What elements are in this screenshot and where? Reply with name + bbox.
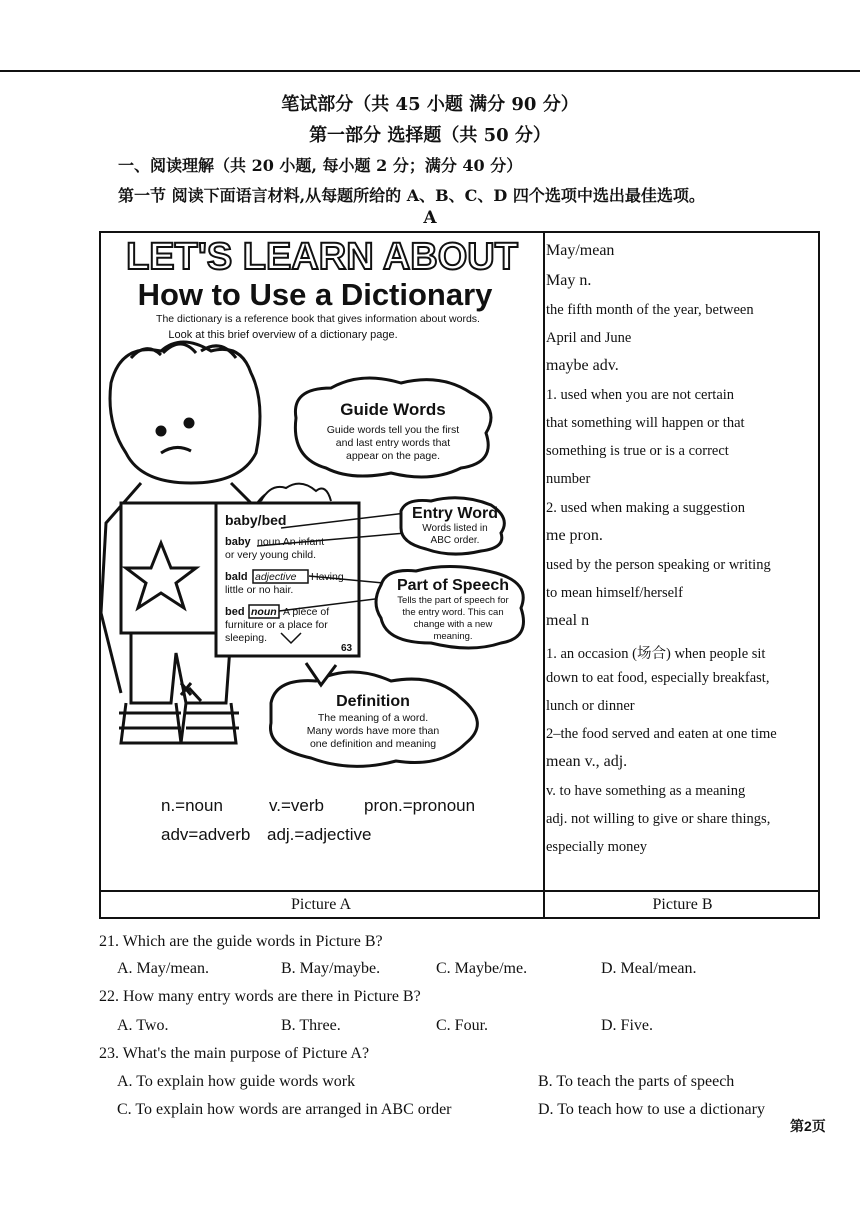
dictionary-page-sample [216, 484, 406, 656]
guide-words-bubble [295, 378, 491, 477]
definition-line: especially money [546, 839, 648, 855]
q22-option-a[interactable]: A. Two. [117, 1017, 169, 1034]
definition-bubble [271, 663, 478, 766]
definition-text-2: Many words have more than [306, 725, 440, 737]
abbr-pronoun: pron.=pronoun [364, 796, 476, 815]
q21-option-c[interactable]: C. Maybe/me. [436, 960, 528, 977]
q22-option-d[interactable]: D. Five. [601, 1017, 653, 1034]
definition-line: adj. not willing to give or share things, [546, 811, 771, 827]
definition-line: 1. used when you are not certain [546, 387, 735, 403]
abbr-verb: v.=verb [269, 796, 324, 815]
part-of-speech-title: Part of Speech [396, 577, 510, 594]
definition-line: number [546, 471, 591, 487]
guide-words-text-2: and last entry words that [335, 437, 451, 449]
sample-entry-bald-cont: little or no hair. [225, 584, 294, 596]
definition-text-1: The meaning of a word. [317, 712, 429, 724]
definition-line: down to eat food, especially breakfast, [546, 670, 770, 686]
page-number: 第2页 [790, 1118, 826, 1134]
q23-option-a[interactable]: A. To explain how guide words work [117, 1073, 356, 1090]
entry-word-text-1: Words listed in [422, 523, 488, 534]
abbr-adjective: adj.=adjective [267, 825, 372, 844]
top-rule [0, 70, 860, 72]
sample-entry-bed-cont2: sleeping. [225, 632, 268, 644]
picture-b-guide-words: May/mean [546, 242, 615, 259]
definition-line: used by the person speaking or writing [546, 557, 771, 573]
sample-entry-baby-def: noun An infant [257, 536, 325, 548]
definition-line: 1. an occasion (场合) when people sit [546, 646, 766, 662]
sample-entry-bed-cont1: furniture or a place for [225, 619, 328, 631]
part-of-speech-text-3: change with a new [413, 619, 493, 630]
question-21-stem: 21. Which are the guide words in Picture B? [99, 933, 383, 950]
part-of-speech-text-2: the entry word. This can [402, 607, 504, 618]
definition-line: April and June [546, 330, 632, 346]
entry-maybe: maybe adv. [546, 357, 619, 374]
column-divider [543, 231, 545, 919]
sample-pos-noun: noun [251, 606, 277, 618]
entry-may: May n. [546, 272, 592, 289]
exam-part-title: 笔试部分（共 45 小题 满分 90 分） [281, 94, 579, 115]
guide-words-title: Guide Words [340, 400, 446, 419]
entry-meal: meal n [546, 612, 590, 629]
sample-entry-bed-def: A piece of [283, 606, 330, 618]
entry-me: me pron. [546, 527, 603, 544]
q22-option-b[interactable]: B. Three. [281, 1017, 341, 1034]
entry-word-bubble [401, 498, 504, 554]
intro-line-2: Look at this brief overview of a dictionary page. [168, 329, 398, 341]
part-of-speech-text-4: meaning. [433, 631, 473, 642]
definition-line: that something will happen or that [546, 415, 745, 431]
abbr-noun: n.=noun [161, 796, 223, 815]
passage-letter: A [423, 208, 437, 228]
part-of-speech-text-1: Tells the part of speech for [397, 595, 509, 606]
definition-line: something is true or is a correct [546, 443, 729, 459]
definition-line: 2. used when making a suggestion [546, 500, 745, 516]
caption-picture-b: Picture B [652, 896, 713, 913]
sample-entry-baby: baby [225, 536, 251, 548]
q21-option-b[interactable]: B. May/maybe. [281, 960, 381, 977]
definition-title: Definition [336, 693, 410, 710]
caption-divider [99, 890, 820, 892]
entry-mean: mean v., adj. [546, 753, 628, 770]
definition-line: the fifth month of the year, between [546, 302, 754, 318]
definition-line: 2–the food served and eaten at one time [546, 726, 777, 742]
q23-option-c[interactable]: C. To explain how words are arranged in ABC order [117, 1101, 452, 1118]
entry-word-title: Entry Word [412, 505, 498, 522]
reading-heading: 一、阅读理解（共 20 小题, 每小题 2 分；满分 40 分） [118, 156, 523, 175]
sample-entry-bed: bed [225, 606, 245, 618]
q23-option-b[interactable]: B. To teach the parts of speech [538, 1073, 735, 1090]
abbreviations [161, 796, 475, 844]
abbr-adverb: adv=adverb [161, 825, 251, 844]
definition-line: to mean himself/herself [546, 585, 683, 601]
q21-option-a[interactable]: A. May/mean. [117, 960, 209, 977]
definition-text-3: one definition and meaning [309, 738, 437, 750]
picture-a-illustration [101, 233, 543, 890]
q22-option-c[interactable]: C. Four. [436, 1017, 489, 1034]
definition-line: lunch or dinner [546, 698, 635, 714]
caption-picture-a: Picture A [291, 896, 351, 913]
sample-entry-bald: bald [225, 571, 248, 583]
question-22-stem: 22. How many entry words are there in Picture B? [99, 988, 421, 1005]
intro-line-1: The dictionary is a reference book that gives information about words. [156, 313, 480, 325]
sample-pos-adjective: adjective [255, 571, 297, 583]
definition-line: v. to have something as a meaning [546, 783, 746, 799]
sample-entry-bald-def: Having [311, 571, 344, 583]
entry-word-text-2: ABC order. [430, 535, 480, 546]
picture-a-title: How to Use a Dictionary [137, 277, 493, 312]
sample-guide-words: baby/bed [225, 512, 287, 528]
instruction-text: 第一节 阅读下面语言材料,从每题所给的 A、B、C、D 四个选项中选出最佳选项。 [118, 186, 705, 205]
question-23-stem: 23. What's the main purpose of Picture A? [99, 1045, 370, 1062]
sample-page-number: 63 [341, 643, 353, 654]
q23-option-d[interactable]: D. To teach how to use a dictionary [538, 1101, 765, 1118]
part-of-speech-bubble [376, 566, 524, 648]
guide-words-text-1: Guide words tell you the first [326, 424, 460, 436]
guide-words-text-3: appear on the page. [346, 450, 440, 462]
banner-text: LET'S LEARN ABOUT [126, 236, 518, 278]
section-title: 第一部分 选择题（共 50 分） [309, 125, 551, 146]
sample-entry-baby-cont: or very young child. [225, 549, 317, 561]
q21-option-d[interactable]: D. Meal/mean. [601, 960, 697, 977]
